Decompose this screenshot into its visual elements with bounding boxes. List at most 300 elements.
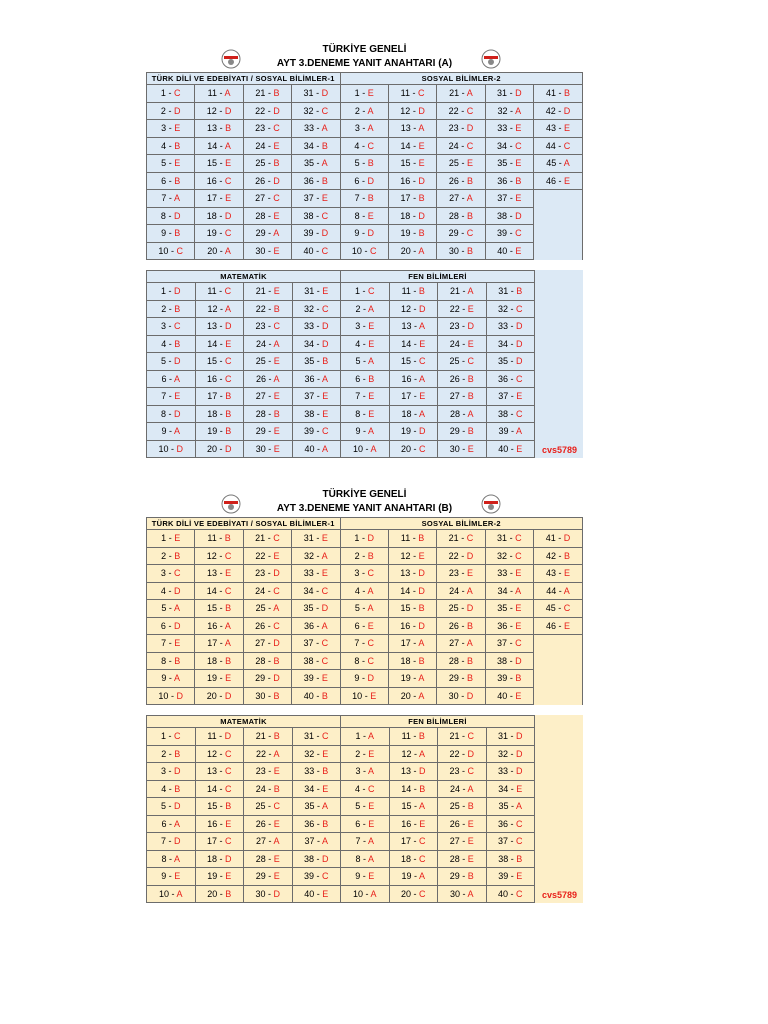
answer-cell: 22 - E — [243, 547, 291, 565]
answer-cell: 3 - A — [341, 763, 390, 781]
answer-cell: 30 - A — [438, 885, 487, 903]
answer-cell: 29 - C — [437, 225, 485, 243]
answer-letter: A — [322, 801, 329, 812]
answer-letter: D — [563, 105, 571, 116]
answer-letter: D — [174, 766, 181, 777]
answer-letter: B — [467, 871, 474, 882]
answer-row — [147, 798, 535, 816]
answer-letter: E — [273, 550, 280, 561]
answer-cell: 19 - E — [195, 670, 243, 688]
answer-letter: D — [418, 175, 425, 186]
answer-letter: B — [322, 766, 329, 777]
answer-cell: 6 - B — [147, 172, 195, 190]
answer-cell: 27 - D — [243, 635, 291, 653]
answer-row — [147, 850, 535, 868]
answer-letter: B — [273, 690, 280, 701]
answer-group-2 — [146, 715, 583, 903]
answer-cell: 25 - C — [438, 353, 487, 371]
answer-letter: E — [368, 871, 375, 882]
answer-cell: 32 - A — [485, 102, 533, 120]
answer-letter: E — [467, 338, 474, 349]
answer-letter: E — [273, 140, 280, 151]
answer-table — [146, 72, 583, 260]
answer-letter: D — [174, 356, 181, 367]
answer-letter: B — [225, 123, 232, 134]
answer-letter: E — [466, 158, 473, 169]
answer-cell: 38 - C — [292, 207, 340, 225]
answer-cell: 7 - B — [340, 190, 388, 208]
answer-row — [147, 242, 583, 260]
answer-letter: A — [224, 140, 231, 151]
answer-row — [147, 283, 535, 301]
answer-letter: B — [466, 175, 473, 186]
answer-cell: 44 - A — [534, 582, 583, 600]
answer-cell: 10 - A — [341, 440, 390, 458]
answer-cell: 27 - A — [437, 190, 485, 208]
answer-cell: 20 - B — [195, 885, 244, 903]
answer-letter: E — [515, 568, 522, 579]
answer-cell: 39 - C — [292, 423, 341, 441]
answer-cell: 26 - E — [244, 815, 293, 833]
answer-cell: 2 - B — [147, 745, 196, 763]
answer-letter: A — [367, 603, 374, 614]
answer-cell: 5 - A — [340, 600, 388, 618]
answer-row — [147, 225, 583, 243]
answer-letter: E — [273, 356, 280, 367]
answer-letter: D — [515, 655, 522, 666]
answer-letter: B — [418, 655, 425, 666]
answer-cell: 20 - A — [388, 242, 436, 260]
answer-letter: C — [515, 228, 522, 239]
answer-row — [147, 85, 583, 103]
answer-row — [147, 652, 583, 670]
answer-letter: E — [273, 210, 280, 221]
answer-letter: A — [368, 853, 375, 864]
answer-letter: A — [419, 748, 426, 759]
answer-letter: D — [174, 286, 181, 297]
answer-letter: A — [321, 620, 328, 631]
answer-letter: A — [368, 356, 375, 367]
answer-letter: C — [224, 585, 232, 596]
answer-row — [147, 353, 535, 371]
answer-cell: 28 - E — [438, 850, 487, 868]
answer-cell: 12 - C — [195, 547, 243, 565]
answer-cell: 38 - C — [292, 652, 340, 670]
empty-cell — [534, 687, 583, 705]
answer-cell: 34 - C — [485, 137, 533, 155]
answer-cell: 1 - E — [147, 530, 195, 548]
answer-cell: 34 - A — [485, 582, 533, 600]
answer-cell: 17 - B — [388, 190, 436, 208]
answer-letter: A — [418, 673, 425, 684]
answer-letter: A — [419, 871, 426, 882]
answer-cell: 18 - B — [195, 652, 243, 670]
answer-letter: E — [273, 443, 280, 454]
answer-letter: C — [467, 766, 474, 777]
answer-cell: 30 - B — [243, 687, 291, 705]
answer-cell: 46 - E — [534, 617, 583, 635]
answer-letter: C — [367, 638, 374, 649]
answer-letter: D — [224, 210, 232, 221]
answer-letter: C — [515, 638, 522, 649]
answer-cell: 10 - A — [341, 885, 390, 903]
answer-letter: E — [466, 568, 473, 579]
answer-letter: D — [173, 620, 181, 631]
answer-letter: E — [273, 818, 280, 829]
answer-cell: 13 - D — [388, 565, 436, 583]
answer-cell: 28 - B — [243, 652, 291, 670]
answer-cell: 23 - C — [243, 120, 291, 138]
answer-cell: 37 - E — [292, 190, 340, 208]
answer-cell: 33 - A — [292, 120, 340, 138]
answer-cell: 21 - E — [244, 283, 293, 301]
answer-cell: 39 - D — [292, 225, 340, 243]
answer-cell: 20 - C — [389, 440, 438, 458]
answer-letter: B — [418, 533, 425, 544]
answer-letter: D — [418, 210, 425, 221]
answer-letter: D — [174, 801, 181, 812]
answer-row — [147, 423, 535, 441]
answer-cell: 31 - E — [292, 530, 340, 548]
answer-row — [147, 868, 535, 886]
answer-cell: 22 - C — [437, 102, 485, 120]
key-title-sub: AYT 3.DENEME YANIT ANAHTARI (A) — [276, 58, 453, 69]
answer-cell: 11 - B — [389, 283, 438, 301]
answer-cell: 34 - B — [292, 137, 340, 155]
answer-cell: 40 - B — [292, 687, 340, 705]
answer-cell: 28 - B — [437, 652, 485, 670]
answer-cell: 13 - B — [195, 120, 243, 138]
answer-cell: 1 - E — [340, 85, 388, 103]
answer-row — [147, 687, 583, 705]
answer-cell: 10 - A — [147, 885, 196, 903]
answer-letter: B — [564, 550, 571, 561]
answer-letter: B — [467, 801, 474, 812]
answer-letter: B — [174, 175, 181, 186]
answer-letter: B — [368, 373, 375, 384]
key-header — [146, 485, 583, 517]
answer-cell: 4 - C — [340, 137, 388, 155]
answer-cell: 16 - A — [195, 617, 243, 635]
answer-cell: 37 - A — [292, 833, 341, 851]
answer-cell: 10 - D — [147, 687, 195, 705]
answer-letter: A — [419, 321, 426, 332]
answer-letter: B — [273, 158, 280, 169]
answer-cell: 5 - E — [341, 798, 390, 816]
answer-letter: E — [225, 673, 232, 684]
answer-letter: B — [225, 391, 232, 402]
answer-cell: 39 - A — [486, 423, 535, 441]
answer-row — [147, 565, 583, 583]
answer-cell: 40 - E — [292, 885, 341, 903]
answer-letter: D — [466, 123, 474, 134]
answer-cell: 25 - B — [243, 155, 291, 173]
answer-cell: 38 - D — [485, 207, 533, 225]
answer-cell: 38 - B — [486, 850, 535, 868]
answer-letter: A — [367, 123, 374, 134]
answer-cell: 16 - D — [388, 172, 436, 190]
answer-cell: 33 - E — [485, 565, 533, 583]
answer-letter: D — [322, 853, 329, 864]
answer-cell: 5 - A — [147, 600, 195, 618]
answer-cell: 12 - D — [195, 102, 243, 120]
answer-cell: 9 - D — [340, 225, 388, 243]
answer-letter: D — [419, 303, 426, 314]
answer-cell: 40 - E — [486, 440, 535, 458]
answer-cell: 13 - D — [389, 763, 438, 781]
answer-letter: A — [418, 638, 425, 649]
answer-letter: E — [370, 690, 377, 701]
answer-letter: A — [176, 888, 183, 899]
answer-cell: 23 - E — [244, 763, 293, 781]
answer-letter: B — [467, 391, 474, 402]
answer-letter: A — [370, 443, 377, 454]
answer-letter: E — [273, 853, 280, 864]
answer-letter: C — [419, 888, 426, 899]
answer-letter: B — [466, 673, 473, 684]
answer-cell: 29 - E — [244, 868, 293, 886]
answer-letter: C — [419, 356, 426, 367]
answer-cell: 20 - C — [389, 885, 438, 903]
answer-cell: 25 - A — [243, 600, 291, 618]
answer-letter: A — [466, 193, 473, 204]
answer-letter: A — [516, 801, 523, 812]
answer-cell: 11 - B — [195, 530, 243, 548]
answer-letter: C — [368, 286, 375, 297]
answer-letter: A — [225, 303, 232, 314]
answer-letter: D — [273, 568, 280, 579]
answer-letter: B — [564, 88, 571, 99]
answer-cell: 15 - E — [195, 155, 243, 173]
answer-cell: 21 - B — [243, 85, 291, 103]
answer-letter: D — [367, 228, 374, 239]
empty-cell — [534, 207, 583, 225]
answer-cell: 8 - E — [340, 207, 388, 225]
answer-cell: 15 - B — [195, 600, 243, 618]
answer-letter: B — [466, 620, 473, 631]
answer-cell: 14 - B — [389, 780, 438, 798]
answer-row — [147, 335, 535, 353]
answer-letter: B — [174, 228, 181, 239]
answer-letter: A — [418, 123, 425, 134]
answer-letter: E — [515, 123, 522, 134]
answer-letter: D — [467, 321, 474, 332]
answer-cell: 7 - A — [147, 190, 195, 208]
answer-row — [147, 763, 535, 781]
answer-cell: 32 - D — [486, 745, 535, 763]
answer-cell: 1 - C — [147, 728, 196, 746]
answer-cell: 7 - D — [147, 833, 196, 851]
answer-cell: 16 - C — [195, 172, 243, 190]
answer-cell: 14 - D — [388, 582, 436, 600]
answer-letter: D — [516, 356, 523, 367]
answer-cell: 27 - C — [243, 190, 291, 208]
answer-letter: B — [174, 303, 181, 314]
answer-cell: 15 - E — [388, 155, 436, 173]
answer-cell: 15 - A — [389, 798, 438, 816]
answer-row — [147, 155, 583, 173]
answer-letter: E — [321, 193, 328, 204]
answer-cell: 4 - B — [147, 780, 196, 798]
answer-cell: 26 - E — [438, 815, 487, 833]
answer-cell: 13 - E — [195, 565, 243, 583]
answer-cell: 36 - C — [486, 370, 535, 388]
answer-letter: A — [467, 783, 474, 794]
answer-letter: C — [516, 888, 523, 899]
answer-cell: 1 - C — [341, 283, 390, 301]
answer-cell: 12 - A — [195, 300, 244, 318]
answer-letter: B — [174, 655, 181, 666]
answer-letter: D — [367, 175, 374, 186]
answer-letter: D — [419, 766, 426, 777]
answer-letter: E — [174, 158, 181, 169]
answer-cell: 28 - E — [243, 207, 291, 225]
answer-letter: E — [174, 533, 181, 544]
publisher-logo-icon — [481, 494, 501, 514]
answer-letter: C — [563, 603, 571, 614]
answer-cell: 37 - C — [292, 635, 340, 653]
answer-cell: 8 - A — [147, 850, 196, 868]
answer-letter: D — [224, 731, 232, 742]
answer-letter: C — [321, 210, 329, 221]
answer-letter: C — [419, 443, 426, 454]
answer-letter: B — [418, 193, 425, 204]
answer-letter: B — [321, 140, 328, 151]
answer-letter: D — [225, 443, 232, 454]
answer-letter: D — [466, 603, 474, 614]
answer-cell: 8 - C — [340, 652, 388, 670]
answer-letter: E — [322, 888, 329, 899]
answer-letter: E — [368, 748, 375, 759]
answer-letter: A — [273, 338, 280, 349]
answer-letter: B — [225, 603, 232, 614]
answer-cell: 33 - E — [292, 565, 340, 583]
answer-cell: 23 - C — [244, 318, 293, 336]
answer-cell: 4 - B — [147, 335, 196, 353]
answer-cell: 28 - A — [438, 405, 487, 423]
answer-letter: E — [515, 603, 522, 614]
answer-cell: 39 - E — [486, 868, 535, 886]
answer-cell: 6 - A — [147, 815, 196, 833]
answer-cell: 23 - C — [438, 763, 487, 781]
answer-letter: E — [467, 818, 474, 829]
answer-letter: D — [273, 888, 280, 899]
answer-letter: E — [515, 690, 522, 701]
answer-letter: B — [466, 655, 473, 666]
answer-cell: 19 - A — [388, 670, 436, 688]
answer-letter: C — [515, 533, 522, 544]
answer-letter: B — [418, 603, 425, 614]
answer-cell: 13 - D — [195, 318, 244, 336]
answer-letter: E — [322, 748, 329, 759]
answer-cell: 28 - E — [244, 850, 293, 868]
answer-letter: D — [321, 88, 329, 99]
answer-letter: B — [225, 655, 232, 666]
answer-letter: C — [322, 303, 329, 314]
answer-cell: 31 - D — [292, 85, 340, 103]
answer-cell: 21 - A — [437, 85, 485, 103]
answer-letter: C — [322, 871, 329, 882]
answer-letter: C — [417, 88, 425, 99]
answer-cell: 24 - A — [438, 780, 487, 798]
answer-cell: 4 - A — [340, 582, 388, 600]
answer-cell: 37 - E — [292, 388, 341, 406]
answer-key-a — [146, 40, 583, 458]
answer-letter: A — [321, 123, 328, 134]
answer-letter: A — [419, 373, 426, 384]
answer-cell: 38 - E — [292, 405, 341, 423]
answer-letter: E — [273, 426, 280, 437]
answer-cell: 8 - B — [147, 652, 195, 670]
answer-letter: C — [176, 245, 183, 256]
answer-letter: B — [273, 655, 280, 666]
answer-letter: E — [515, 193, 522, 204]
answer-letter: C — [367, 140, 374, 151]
answer-cell: 5 - B — [340, 155, 388, 173]
answer-cell: 37 - E — [485, 190, 533, 208]
key-title-main: TÜRKİYE GENELİ — [322, 44, 407, 55]
answer-cell: 9 - B — [147, 225, 195, 243]
answer-letter: C — [224, 550, 232, 561]
answer-letter: A — [368, 426, 375, 437]
answer-cell: 35 - E — [485, 155, 533, 173]
answer-cell: 8 - D — [147, 405, 196, 423]
answer-letter: C — [273, 620, 280, 631]
answer-letter: E — [419, 818, 426, 829]
answer-letter: A — [273, 603, 280, 614]
answer-table — [146, 270, 535, 458]
answer-letter: E — [368, 338, 375, 349]
answer-row — [147, 207, 583, 225]
answer-cell: 40 - C — [486, 885, 535, 903]
answer-cell: 2 - B — [340, 547, 388, 565]
answer-letter: D — [418, 620, 425, 631]
answer-cell: 17 - E — [195, 190, 243, 208]
answer-letter: D — [515, 88, 522, 99]
answer-letter: E — [418, 550, 425, 561]
answer-cell: 24 - C — [437, 137, 485, 155]
answer-cell: 22 - D — [438, 745, 487, 763]
answer-cell: 11 - D — [195, 728, 244, 746]
answer-letter: A — [370, 888, 377, 899]
answer-cell: 14 - C — [195, 780, 244, 798]
answer-cell: 31 - B — [486, 283, 535, 301]
answer-letter: E — [321, 568, 328, 579]
answer-cell: 2 - D — [147, 102, 195, 120]
answer-cell: 22 - E — [438, 300, 487, 318]
answer-cell: 1 - D — [147, 283, 196, 301]
answer-letter: C — [419, 853, 426, 864]
answer-cell: 28 - B — [437, 207, 485, 225]
answer-cell: 28 - B — [244, 405, 293, 423]
answer-letter: A — [224, 245, 231, 256]
answer-letter: E — [368, 391, 375, 402]
answer-letter: E — [225, 193, 232, 204]
answer-cell: 16 - E — [195, 815, 244, 833]
answer-row — [147, 745, 535, 763]
answer-cell: 21 - B — [244, 728, 293, 746]
answer-cell: 17 - C — [389, 833, 438, 851]
answer-letter: A — [418, 690, 425, 701]
answer-letter: B — [225, 888, 232, 899]
answer-letter: A — [563, 158, 570, 169]
answer-letter: B — [516, 286, 523, 297]
answer-letter: D — [516, 321, 523, 332]
answer-cell: 24 - A — [437, 582, 485, 600]
answer-cell: 4 - B — [147, 137, 195, 155]
answer-letter: E — [516, 871, 523, 882]
answer-cell: 15 - C — [195, 353, 244, 371]
